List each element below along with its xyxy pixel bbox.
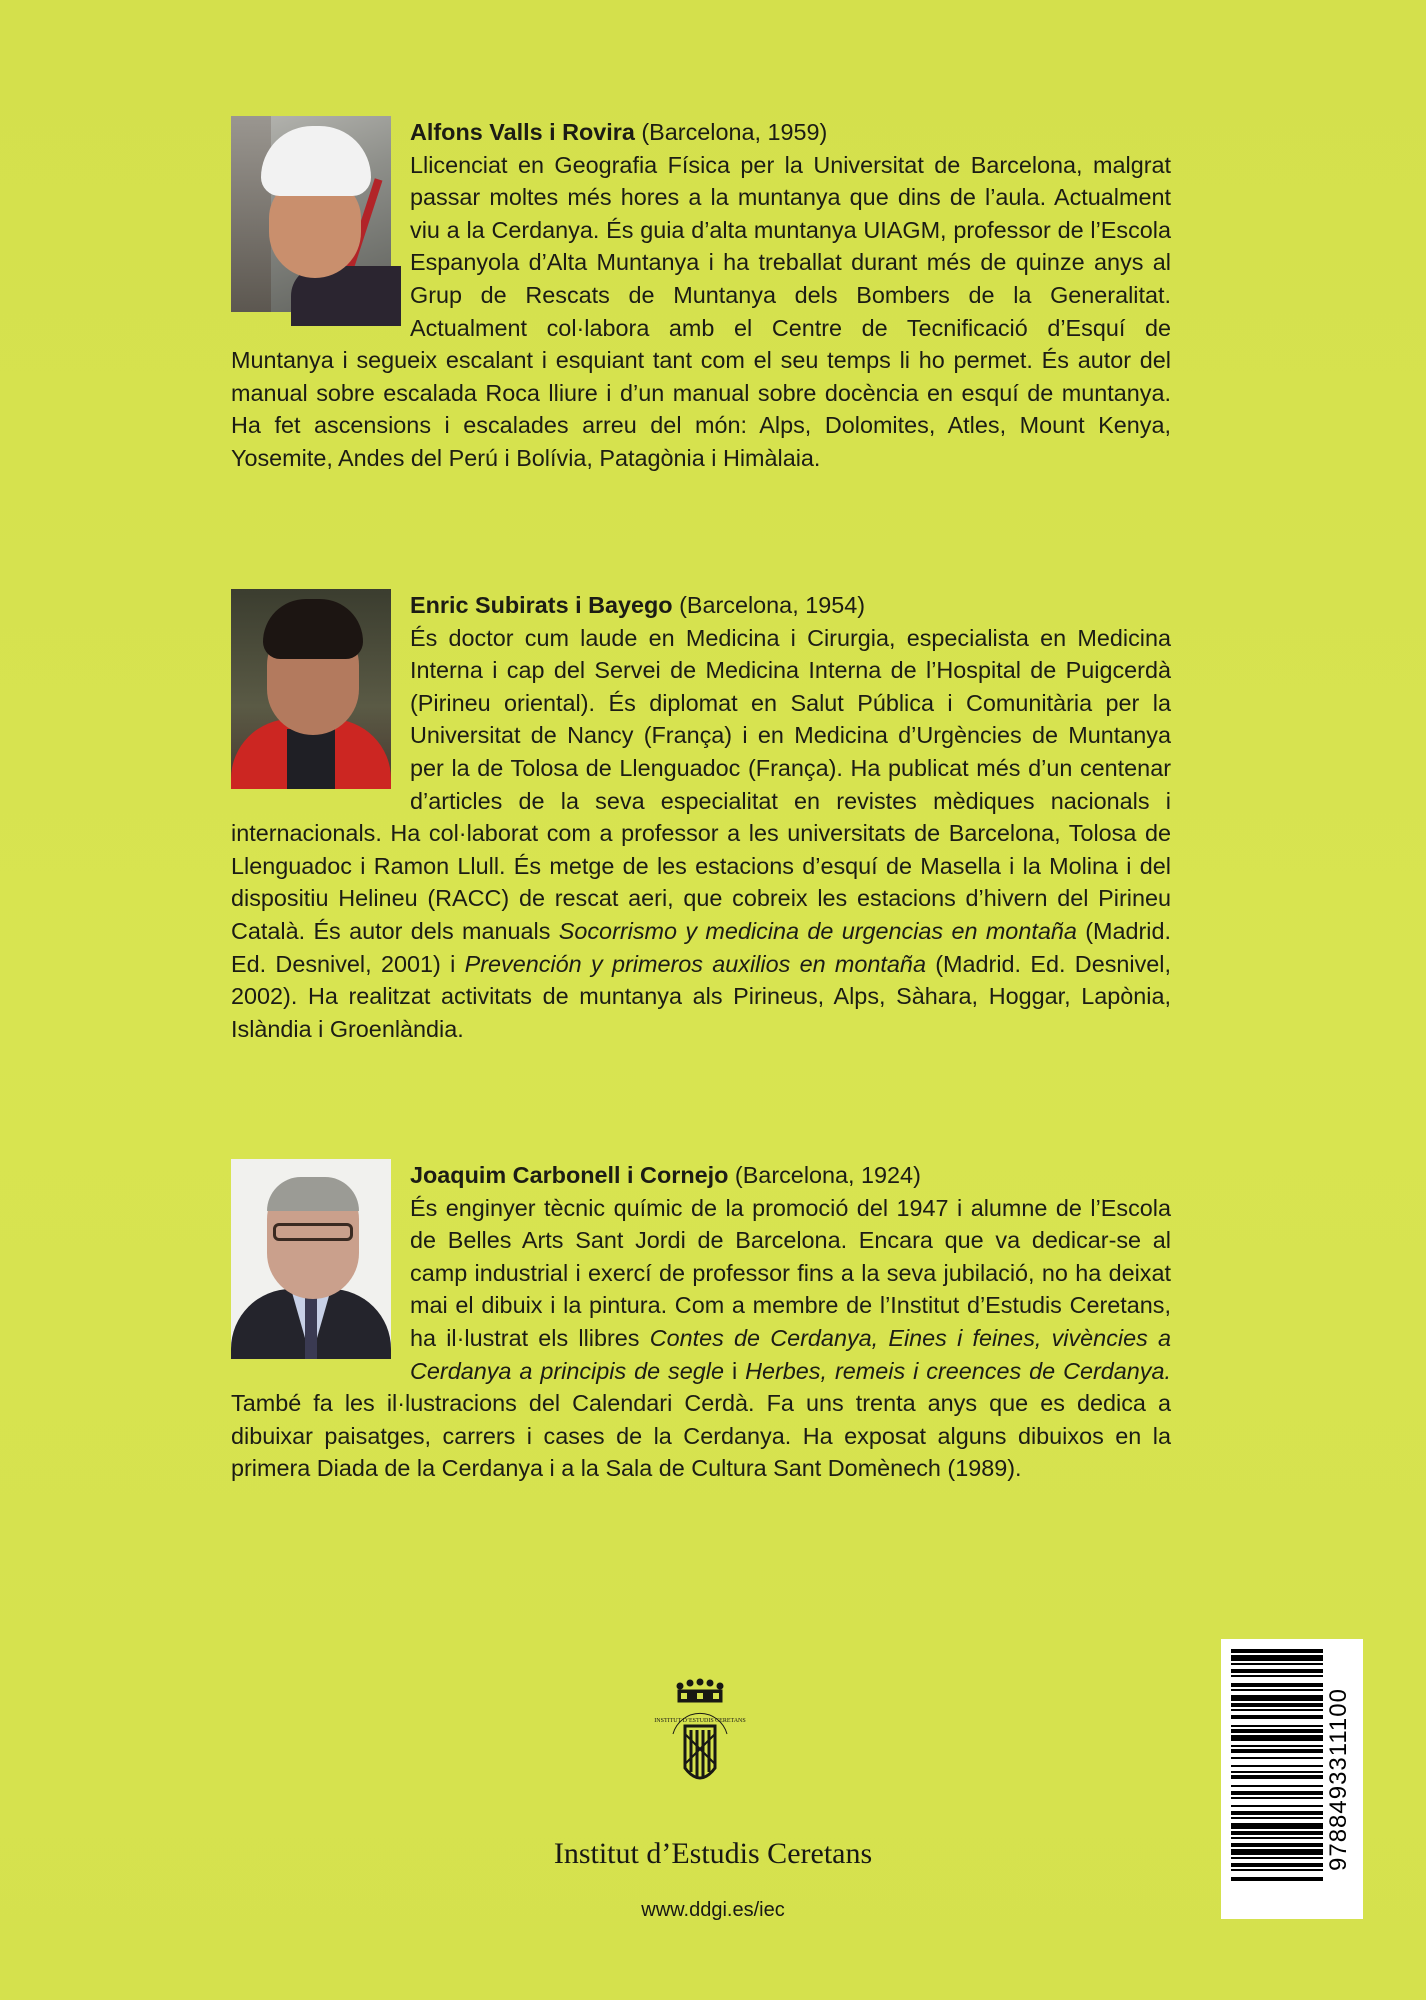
barcode-bar xyxy=(1231,1703,1323,1707)
author-bio-text: És doctor cum laude en Medicina i Cirurgia, especialista en Medicina Interna i cap del Servei de Medicina Interna de l’Hospital de Puigcerdà (Pirineu oriental). És diplomat en Salut Pública i Comunitària per la Universitat de Nancy (França) i en Medicina d’Urgències de Muntanya per la de Tolosa de Llenguadoc (França). Ha publicat més d’un centenar d’articles de la seva especialitat en revistes mèdiques nacionals i internacionals. Ha col·laborat com a professor a les universitats de Barcelona, Tolosa de Llenguadoc i Ramon Llull. És metge de les estacions d’esquí de Masella i la Molina i del dispositiu Helineu (RACC) de rescat aeri, que cobreix les estacions d’hivern del Pirineu Català. És autor dels manuals xyxy=(231,624,1171,944)
barcode-bar xyxy=(1231,1649,1323,1653)
barcode-bar xyxy=(1231,1655,1323,1661)
barcode-bar xyxy=(1231,1863,1323,1867)
barcode-bar xyxy=(1231,1857,1323,1859)
author-bio-text: (Madrid. Ed. Desnivel, 2001) i xyxy=(231,917,1171,977)
barcode-bar xyxy=(1231,1663,1323,1665)
barcode-bar xyxy=(1231,1805,1323,1807)
barcode-bar xyxy=(1231,1849,1323,1855)
author-name: Alfons Valls i Rovira xyxy=(410,119,635,145)
barcode-bar xyxy=(1231,1765,1323,1767)
barcode-bars xyxy=(1231,1649,1323,1911)
book-title: Contes de Cerdanya, Eines i feines, vivències a Cerdanya a principis de segle xyxy=(410,1324,1171,1384)
barcode-bar xyxy=(1231,1757,1323,1759)
barcode-bar xyxy=(1231,1771,1323,1773)
author-photo-alfons-valls xyxy=(231,116,391,312)
author-bio-enric-subirats xyxy=(231,589,1171,1045)
author-bio-joaquim-carbonell xyxy=(231,1159,1171,1485)
barcode-bar xyxy=(1231,1791,1323,1795)
author-origin: (Barcelona, 1954) xyxy=(672,592,866,618)
author-photo-enric-subirats xyxy=(231,589,391,785)
isbn-barcode xyxy=(1221,1639,1363,1919)
book-title: Socorrismo y medicina de urgencias en montaña xyxy=(558,917,1077,944)
barcode-bar xyxy=(1231,1689,1323,1691)
barcode-bar xyxy=(1231,1811,1323,1815)
barcode-bar xyxy=(1231,1683,1323,1687)
barcode-bar xyxy=(1231,1823,1323,1829)
barcode-bar xyxy=(1231,1735,1323,1741)
barcode-bar xyxy=(1231,1837,1323,1839)
barcode-bar xyxy=(1231,1709,1323,1711)
barcode-bar xyxy=(1231,1669,1323,1673)
barcode-bar xyxy=(1231,1831,1323,1835)
author-name: Joaquim Carbonell i Cornejo xyxy=(410,1162,729,1188)
barcode-bar xyxy=(1231,1869,1323,1871)
publisher-name: Institut d’Estudis Ceretans xyxy=(553,1837,873,1870)
institute-seal-logo xyxy=(654,1676,746,1800)
barcode-bar xyxy=(1231,1797,1323,1799)
svg-text:INSTITUT D’ESTUDIS CERETANS: INSTITUT D’ESTUDIS CERETANS xyxy=(654,1718,746,1724)
barcode-bar xyxy=(1231,1817,1323,1819)
author-bio-alfons-valls xyxy=(231,116,1171,475)
author-bio-text: (Madrid. Ed. Desnivel, 2002). Ha realitzat activitats de muntanya als Pirineus, Alps, Sàhara, Hoggar, Lapònia, Islàndia i Groenlàndia. xyxy=(231,950,1172,1042)
barcode-bar xyxy=(1231,1843,1323,1847)
book-title: Herbes, remeis i creences de Cerdanya. xyxy=(745,1357,1171,1384)
barcode-bar xyxy=(1231,1745,1323,1747)
barcode-bar xyxy=(1231,1695,1323,1701)
author-photo-joaquim-carbonell xyxy=(231,1159,391,1355)
publisher-url[interactable]: www.ddgi.es/iec xyxy=(641,1899,785,1921)
author-bio-text: També fa les il·lustracions del Calendari Cerdà. Fa uns trenta anys que es dedica a dibuixar paisatges, carrers i cases de la Cerdanya. Ha exposat alguns dibuixos en la primera Diada de la Cerdanya i a la Sala de Cultura Sant Domènech (1989). xyxy=(231,1390,1171,1482)
author-origin: (Barcelona, 1959) xyxy=(634,119,828,145)
barcode-bar xyxy=(1231,1775,1323,1779)
barcode-bar xyxy=(1231,1785,1323,1787)
author-bio-text: Llicenciat en Geografia Física per la Universitat de Barcelona, malgrat passar moltes més hores a la muntanya que dins de l’aula. Actualment viu a la Cerdanya. És guia d’alta muntanya UIAGM, professor de l’Escola Espanyola d’Alta Muntanya i ha treballat durant més de quinze anys al Grup de Rescats de Muntanya dels Bombers de la Generalitat. Actualment col·labora amb el Centre de Tecnificació d’Esquí de Muntanya i segueix escalant i esquiant tant com el seu temps li ho permet. És autor del manual sobre escalada Roca lliure i d’un manual sobre docència en esquí de muntanya. Ha fet ascensions i escalades arreu del món: Alps, Dolomites, Atles, Mount Kenya, Yosemite, Andes del Perú i Bolívia, Patagònia i Himàlaia. xyxy=(231,151,1171,471)
barcode-bar xyxy=(1231,1877,1323,1881)
barcode-bar xyxy=(1231,1729,1323,1733)
author-bio-text: És enginyer tècnic químic de la promoció del 1947 i alumne de l’Escola de Belles Arts Sant Jordi de Barcelona. Encara que va dedicar-se al camp industrial i exercí de professor fins a la seva jubilació, no ha deixat mai el dibuix i la pintura. Com a membre de l’Institut d’Estudis Ceretans, ha il·lustrat els llibres xyxy=(410,1194,1171,1351)
book-title: Prevención y primeros auxilios en montaña xyxy=(464,950,926,977)
author-name: Enric Subirats i Bayego xyxy=(410,592,673,618)
barcode-bar xyxy=(1231,1749,1323,1753)
author-origin: (Barcelona, 1924) xyxy=(728,1162,921,1188)
isbn-number: 9788493311100 xyxy=(1325,1688,1352,1872)
author-bio-text: i xyxy=(723,1357,746,1384)
barcode-bar xyxy=(1231,1725,1323,1727)
barcode-bar xyxy=(1231,1675,1323,1677)
barcode-bar xyxy=(1231,1715,1323,1719)
